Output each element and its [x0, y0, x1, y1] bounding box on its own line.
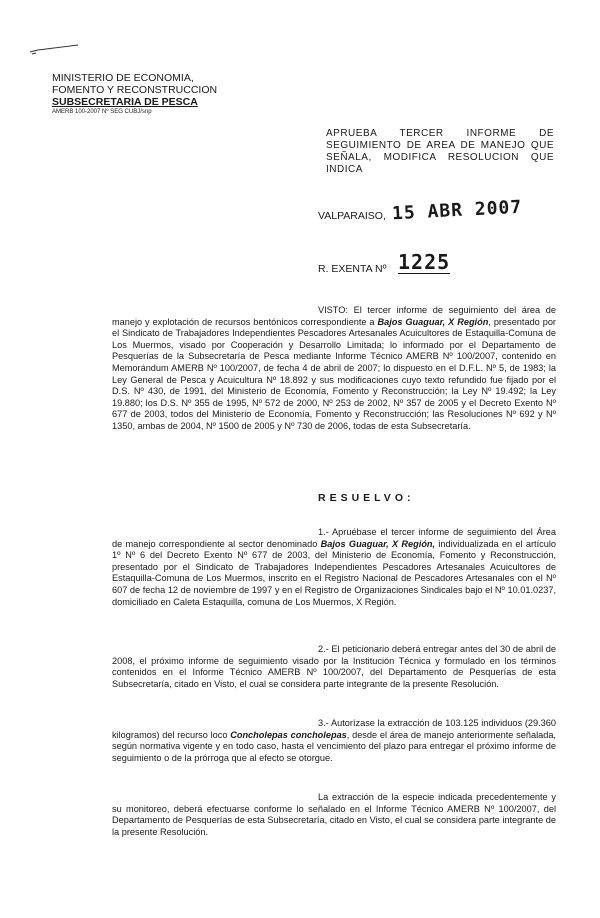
header-line-fomento: FOMENTO Y RECONSTRUCCION	[52, 84, 218, 96]
extraction-text: La extracción de la especie indicada precedentemente y su monitoreo, deberá efectuarse conforme lo señalado en el Informe Técnico AMERB Nº 100/2007, del Departamento de Pesquerías de esta Subsecretaría, citado en Visto, el cual se considera parte integrante de la presente Resolución.	[112, 792, 556, 837]
date-stamp: 15 ABR 2007	[391, 196, 523, 225]
ministry-header	[52, 72, 217, 116]
visto-lead: VISTO: El tercer informe de seguimiento del área de manejo y explotación de recursos bentónicos correspondiente a	[112, 305, 556, 327]
extraction-paragraph	[112, 792, 556, 838]
resolution-item-2	[112, 644, 556, 690]
visto-sector: Bajos Guaguar, X Región	[377, 316, 489, 327]
visto-paragraph	[112, 305, 556, 433]
resuelvo-heading: RESUELVO:	[318, 492, 415, 504]
item-1-lead: 1.- Apruébase el tercer informe de seguimiento del Área de manejo correspondiente al sector denominado	[112, 527, 556, 549]
place-label: VALPARAISO,	[318, 210, 386, 222]
header-line-ministry: MINISTERIO DE ECONOMIA,	[52, 72, 194, 84]
handwritten-mark-icon	[28, 42, 88, 58]
item-3-rest: , desde el área de manejo anteriormente señalada, según normativa vigente y en todo caso, hasta el vencimiento del plazo para entregar el próximo informe de seguimiento o de la prórroga que al efecto se otorgue.	[112, 729, 556, 763]
item-1-rest: individualizada en el artículo 1º Nº 6 del Decreto Exento Nº 677 de 2003, del Ministerio de Economía, Fomento y Reconstrucción, presentado por el Sindicato de Trabajadores Independientes Pescadores Artesanales Acuicultores de Estaquilla-Comuna de Los Muermos, inscrito en el Registro Nacional de Pescadores Artesanales con el Nº 607 de fecha 12 de noviembre de 1997 y en el Registro de Organizaciones Sindicales bajo el Nº 10.01.0237, domiciliado en Caleta Estaquilla, comuna de Los Muermos, X Región.	[112, 538, 556, 607]
item-3-species: Concholepas concholepas	[230, 729, 347, 740]
exenta-number: 1225	[398, 250, 451, 274]
document-subject: APRUEBA TERCER INFORME DE SEGUIMIENTO DE AREA DE MANEJO QUE SEÑALA, MODIFICA RESOLUCION QUE INDICA	[326, 128, 554, 175]
exenta-label: R. EXENTA Nº	[318, 263, 387, 275]
header-line-subsecretaria: SUBSECRETARIA DE PESCA	[52, 96, 198, 108]
header-line-reference: AMERB 100-2007 Nº SEG CUBJ/snp	[52, 109, 152, 115]
resolution-item-1	[112, 527, 556, 608]
item-1-sector: Bajos Guaguar, X Región,	[320, 538, 436, 549]
item-3-lead: 3.- Autorízase la extracción de 103.125 individuos (29.360 kilogramos) del recurso loco	[112, 718, 556, 740]
item-2-text: 2.- El peticionario deberá entregar antes del 30 de abril de 2008, el próximo informe de seguimiento visado por la Institución Técnica y formulado en los términos contenidos en el Informe Técnico AMERB Nº 100/2007, del Departamento de Pesquerías de esta Subsecretaría, citado en Visto, el cual se considera parte integrante de la presente Resolución.	[112, 644, 556, 689]
visto-rest: , presentado por el Sindicato de Trabajadores Independientes Pescadores Artesanales Acuicultores de Estaquilla-Comuna de Los Muermos, visado por Cooperación y Desarrollo Limitada; lo informado por el Departamento de Pesquerías de la Subsecretaría de Pesca mediante Informe Técnico AMERB Nº 100/2007, contenido en Memorándum AMERB Nº 100/2007, de fecha 4 de abril de 2007; lo dispuesto en el D.F.L. Nº 5, de 1983; la Ley General de Pesca y Acuicultura Nº 18.892 y sus modificaciones cuyo texto refundido fue fijado por el D.S. Nº 430, de 1991, del Ministerio de Economía, Fomento y Reconstrucción; la Ley Nº 19.492; la Ley 19.880; los D.S. Nº 355 de 1995, Nº 572 de 2000, Nº 253 de 2002, Nº 357 de 2005 y el Decreto Exento Nº 677 de 2003, todos del Ministerio de Economía, Fomento y Reconstrucción; las Resoluciones Nº 692 y Nº 1350, ambas de 2004, Nº 1500 de 2005 y Nº 730 de 2006, todas de esta Subsecretaría.	[112, 316, 556, 431]
resolution-item-3	[112, 718, 556, 764]
